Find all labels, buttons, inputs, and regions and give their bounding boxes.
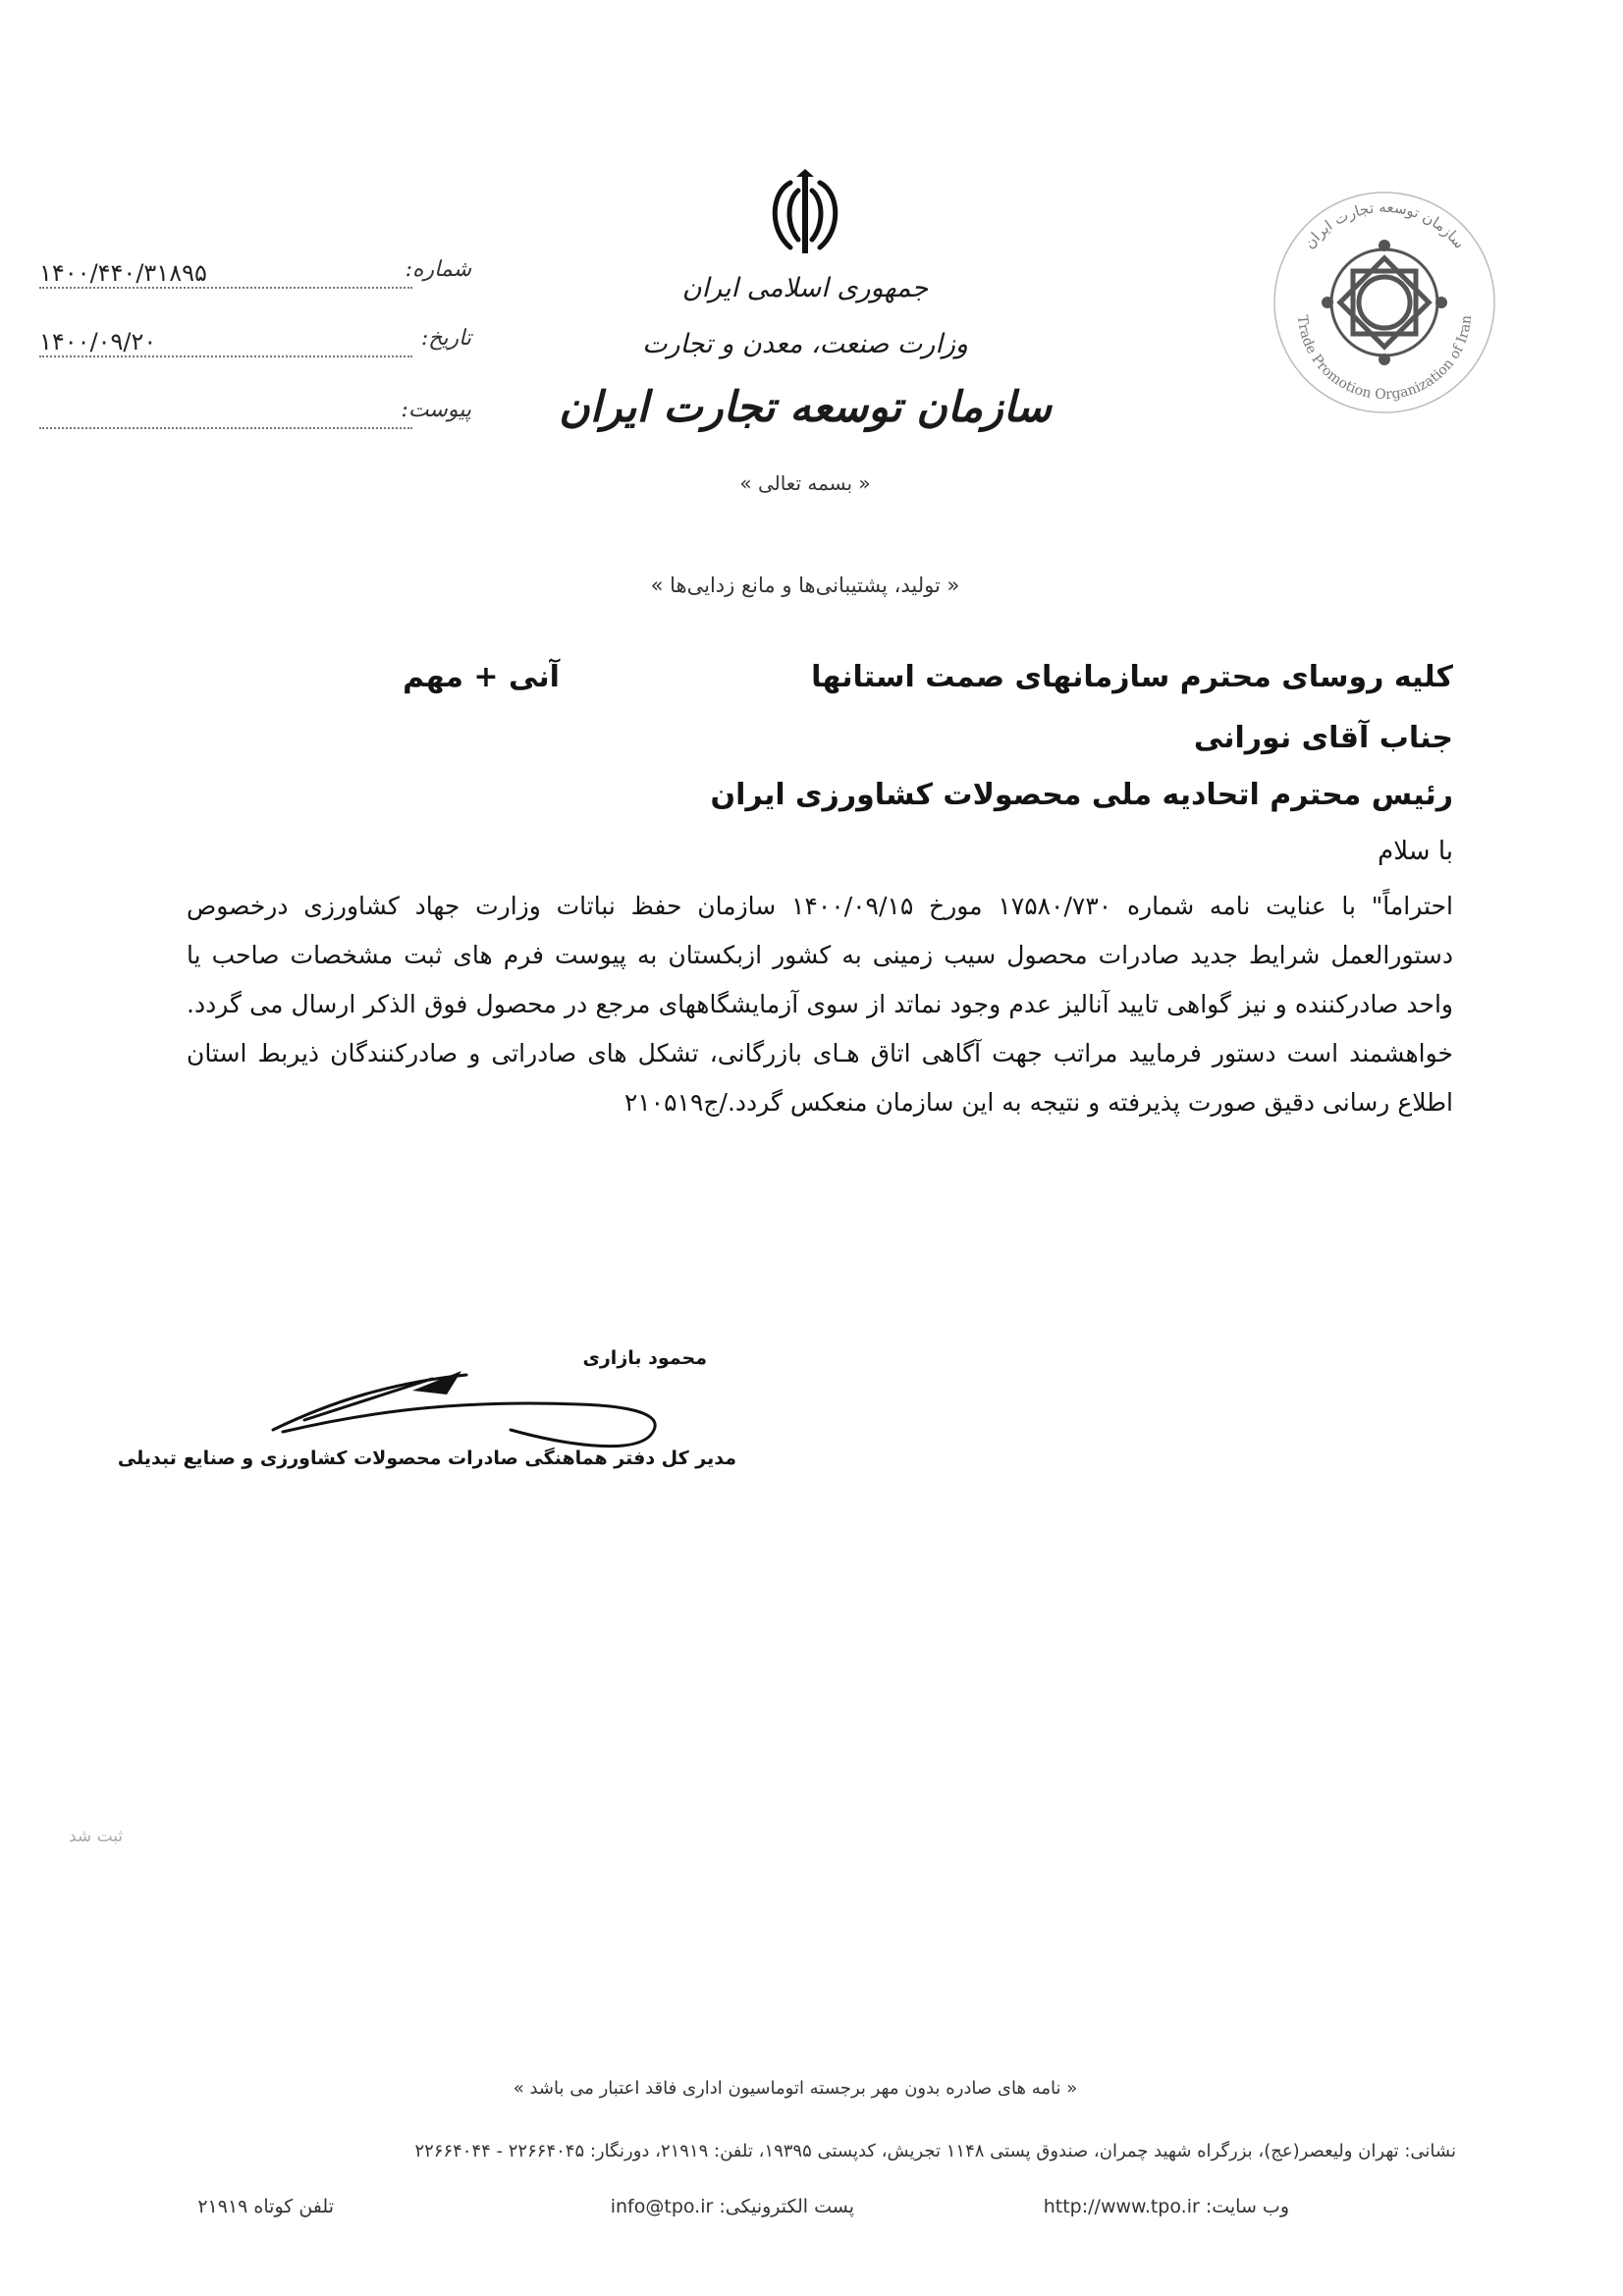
organization-name: سازمان توسعه تجارت ایران [559,383,1052,432]
number-dotted-line [39,287,412,289]
date-label: تاریخ: [420,326,471,351]
footer-short-phone: تلفن کوتاه ۲۱۹۱۹ [197,2196,334,2217]
ministry-name: وزارت صنعت، معدن و تجارت [642,329,968,359]
validity-note: « نامه های صادره بدون مهر برجسته اتوماسیون اداری فاقد اعتبار می باشد » [513,2078,1078,2099]
republic-name: جمهوری اسلامی ایران [681,273,929,303]
tpo-seal [1267,185,1502,420]
recipient-name: جناب آقای نورانی [1193,721,1453,755]
number-label: شماره: [405,257,471,282]
signer-title: مدیر کل دفتر هماهنگی صادرات محصولات کشاورزی و صنایع تبدیلی [117,1448,736,1469]
date-dotted-line [39,355,412,357]
priority-label: آنی + مهم [403,660,560,694]
footer-address: نشانی: تهران ولیعصر(عج)، بزرگراه شهید چمران، صندوق پستی ۱۱۴۸ تجریش، کدپستی ۱۹۳۹۵، تلفن: ۲۱۹۱۹، دورنگار: ۲۲۶۶۴۰۴۵ - ۲۲۶۶۴۰۴۴ [414,2141,1456,2161]
letter-body-block [187,882,1453,1127]
recipient-title: رئیس محترم اتحادیه ملی محصولات کشاورزی ایران [710,778,1453,812]
seal-text-fa: سازمان توسعه تجارت ایران [1300,197,1469,252]
recipient-line-1 [187,660,1453,705]
faint-stamp: ثبت شد [69,1827,124,1846]
letter-date: ۱۴۰۰/۰۹/۲۰ [39,328,162,355]
signature-block [117,1343,736,1491]
attachment-label: پیوست: [401,398,471,422]
attachment-dotted-line [39,427,412,429]
signer-name: محمود بازاری [582,1347,707,1369]
iran-emblem-icon [761,169,849,259]
signature-scribble-icon [265,1361,677,1449]
greeting: با سلام [1378,837,1453,866]
letterhead-center [550,169,1060,495]
letter-number-row [39,257,471,297]
seal-text-en: Trade Promotion Organization of Iran [1293,314,1476,404]
recipient-line-2 [187,721,1453,755]
recipient-provinces: کلیه روسای محترم سازمانهای صمت استانها [811,660,1453,694]
letter-body: احتراماً" با عنایت نامه شماره ۱۷۵۸۰/۷۳۰ مورخ ۱۴۰۰/۰۹/۱۵ سازمان حفظ نباتات وزارت جهاد کشاورزی درخصوص دستورالعمل شرایط جدید صادرات محصول سیب زمینی به کشور ازبکستان به پیوست فرم های ثبت مشخصات صاحب یا واحد صادرکننده و نیز گواهی تایید آنالیز عدم وجود نماتد از سوی آزمایشگاههای مرجع در محصول فوق الذکر ارسال می گردد. خواهشمند است دستور فرمایید مراتب جهت آگاهی اتاق هـای بازرگانی، تشکل های صادراتی و صادرکنندگان ذیربط استان اطلاع رسانی دقیق صورت پذیرفته و نتیجه به این سازمان منعکس گردد./ج۲۱۰۵۱۹ [187,892,1453,1117]
invocation: « بسمه تعالی » [739,471,871,495]
letter-date-row [39,326,471,365]
greeting-block [187,837,1453,866]
letter-number: ۱۴۰۰/۴۴۰/۳۱۸۹۵ [39,259,213,287]
footer-website: وب سایت: http://www.tpo.ir [1043,2196,1289,2217]
slogan: « تولید، پشتیبانی‌ها و مانع زدایی‌ها » [650,574,960,597]
footer-email: پست الکترونیکی: info@tpo.ir [610,2196,854,2217]
recipient-line-3 [187,778,1453,812]
attachment-row [39,398,471,437]
tpo-logo-icon [1267,185,1502,420]
